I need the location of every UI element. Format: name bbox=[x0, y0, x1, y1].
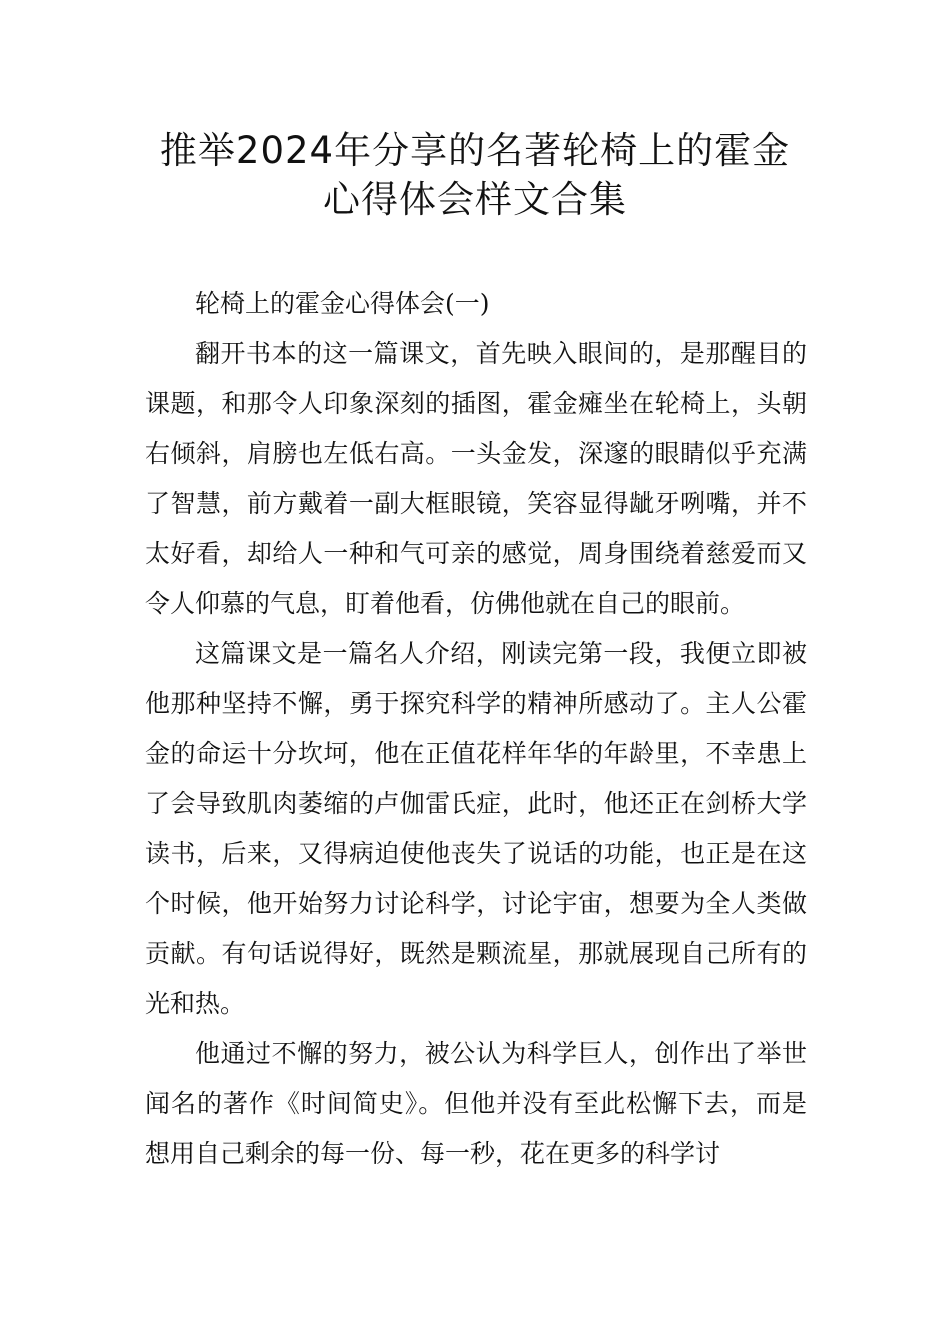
section-heading: 轮椅上的霍金心得体会(一) bbox=[195, 289, 490, 318]
document-title-line-1: 推举2024年分享的名著轮椅上的霍金 bbox=[159, 129, 791, 172]
document-title-line-2: 心得体会样文合集 bbox=[323, 178, 627, 221]
paragraph-1: 翻开书本的这一篇课文，首先映入眼间的，是那醒目的课题，和那令人印象深刻的插图，霍金瘫坐在轮椅上，头朝右倾斜，肩膀也左低右高。一头金发，深邃的眼睛似乎充满了智慧，前方戴着一副大框眼镜，笑容显得龇牙咧嘴，并不太好看，却给人一种和气可亲的感觉，周身围绕着慈爱而又令人仰慕的气息，盯着他看，仿佛他就在自己的眼前。 bbox=[145, 339, 807, 618]
paragraph-3: 他通过不懈的努力，被公认为科学巨人，创作出了举世闻名的著作《时间简史》。但他并没有至此松懈下去，而是想用自己剩余的每一份、每一秒，花在更多的科学讨 bbox=[145, 1039, 807, 1168]
document-body bbox=[145, 279, 807, 1179]
paragraph-2: 这篇课文是一篇名人介绍，刚读完第一段，我便立即被他那种坚持不懈，勇于探究科学的精神所感动了。主人公霍金的命运十分坎坷，他在正值花样年华的年龄里，不幸患上了会导致肌肉萎缩的卢伽雷氏症，此时，他还正在剑桥大学读书，后来，又得病迫使他丧失了说话的功能，也正是在这个时候，他开始努力讨论科学，讨论宇宙，想要为全人类做贡献。有句话说得好，既然是颗流星，那就展现自己所有的光和热。 bbox=[145, 639, 807, 1018]
